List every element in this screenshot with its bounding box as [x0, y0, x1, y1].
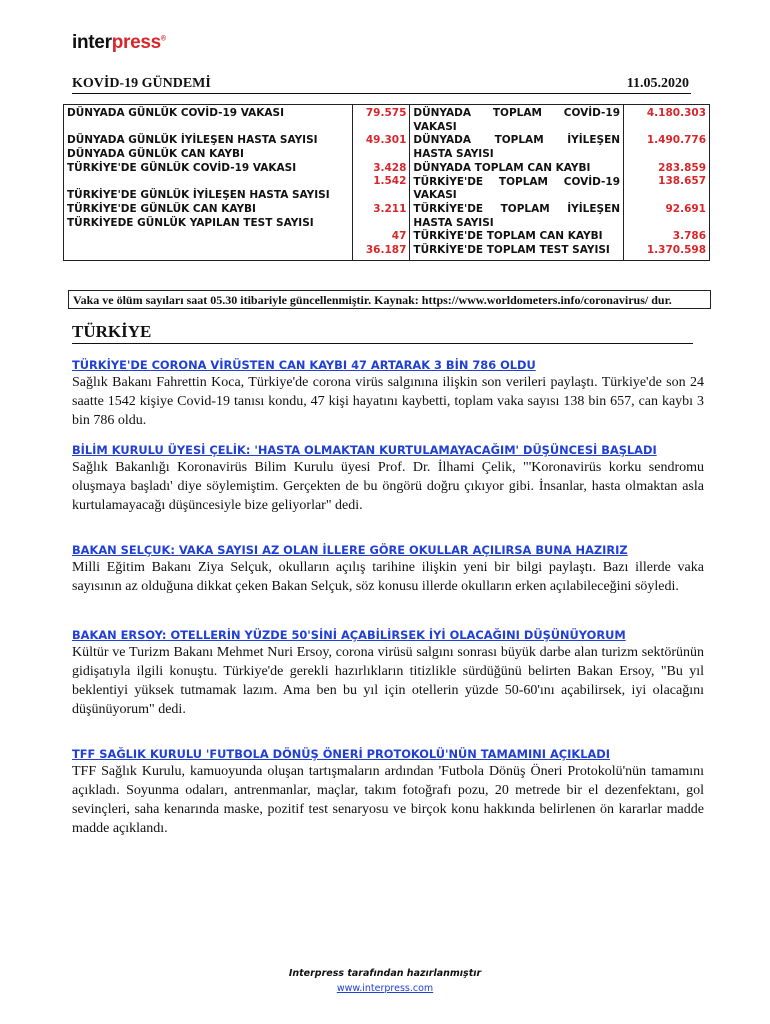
stat-value: 79.575	[365, 107, 407, 119]
stat-label: TÜRKİYE'DE TOPLAM CAN KAYBI	[413, 230, 603, 243]
stat-label: DÜNYADA GÜNLÜK CAN KAYBI	[67, 148, 244, 161]
news-body: Sağlık Bakanlığı Koronavirüs Bilim Kurulu üyesi Prof. Dr. İlhami Çelik, "'Koronavirüs korku sendromu oluşmaya başladı' diye söylemiştim. Gerçekten de bu öngörü doğru çıkıyor gibi. İnsanlar, hasta olmaktan asla kurtulamayacağı düşüncesiyle bize geliyorlar" dedi.	[72, 460, 704, 513]
news-item	[72, 747, 704, 838]
stat-label: DÜNYADA TOPLAM CAN KAYBI	[413, 161, 591, 174]
news-body: Sağlık Bakanı Fahrettin Koca, Türkiye'de corona virüs salgınına ilişkin son verileri paylaştı. Türkiye'de son 24 saatte 1542 kişiye Covid-19 tanısı kondu, 47 kişi hayatını kaybetti, toplam vaka sayısı 138 bin 657, can kaybı 3 bin 786 oldu.	[72, 375, 704, 428]
stat-value: 138.657	[658, 175, 706, 188]
stat-label: DÜNYADA GÜNLÜK COVİD-19 VAKASI	[67, 107, 285, 119]
stat-label: TÜRKİYE'DE TOPLAM COVİD-19 VAKASI	[413, 175, 621, 202]
stat-value: 92.691	[665, 202, 706, 215]
stat-label: TÜRKİYEDE GÜNLÜK YAPILAN TEST SAYISI	[67, 216, 314, 229]
stat-label: TÜRKİYE'DE GÜNLÜK İYİLEŞEN HASTA SAYISI	[67, 189, 330, 202]
stat-value: 49.301	[365, 134, 407, 147]
news-headline-link[interactable]: TÜRKİYE'DE CORONA VİRÜSTEN CAN KAYBI 47 ARTARAK 3 BİN 786 OLDU	[72, 358, 536, 372]
news-body: Kültür ve Turizm Bakanı Mehmet Nuri Ersoy, corona virüsü salgını sonrası büyük darbe alan turizm sektörünün gidişatıyla ilgili konuştu. Türkiye'de gerekli hazırlıkların titizlikle sürdüğünü belirten Bakan Ersoy, "Bu yıl beklentiyi yüksek tutmamak lazım. Ama ben bu yıl için otellerin yüzde 50-60'ını açabilirsek, iyi olacağını düşünüyorum" dedi.	[72, 645, 704, 717]
stat-label: TÜRKİYE'DE TOPLAM İYİLEŞEN HASTA SAYISI	[413, 202, 621, 229]
news-item	[72, 443, 704, 515]
stat-label: TÜRKİYE'DE GÜNLÜK COVİD-19 VAKASI	[67, 161, 297, 174]
statistics-table	[63, 104, 710, 261]
news-headline-link[interactable]: BAKAN ERSOY: OTELLERİN YÜZDE 50'SİNİ AÇABİLİRSEK İYİ OLACAĞINI DÜŞÜNÜYORUM	[72, 628, 626, 642]
news-item	[72, 543, 704, 596]
daily-values-cell	[353, 105, 410, 261]
stat-value: 4.180.303	[646, 107, 706, 119]
stat-value: 47	[391, 230, 407, 243]
stat-label: DÜNYADA GÜNLÜK İYİLEŞEN HASTA SAYISI	[67, 134, 318, 147]
stat-label: TÜRKİYE'DE TOPLAM TEST SAYISI	[413, 244, 610, 257]
footer-website-link[interactable]: www.interpress.com	[336, 983, 434, 994]
stat-value: 3.786	[672, 230, 706, 243]
stat-value: 1.370.598	[646, 243, 706, 256]
news-headline-link[interactable]: TFF SAĞLIK KURULU 'FUTBOLA DÖNÜŞ ÖNERİ PROTOKOLÜ'NÜN TAMAMINI AÇIKLADI	[72, 747, 610, 761]
section-title: TÜRKİYE	[72, 322, 693, 344]
total-labels-cell	[410, 105, 624, 261]
news-headline-link[interactable]: BAKAN SELÇUK: VAKA SAYISI AZ OLAN İLLERE GÖRE OKULLAR AÇILIRSA BUNA HAZIRIZ	[72, 543, 628, 557]
stat-value: 1.542	[373, 175, 407, 188]
logo-registered-mark: ®	[160, 35, 166, 43]
bulletin-title: KOVİD-19 GÜNDEMİ	[72, 76, 211, 91]
stat-label: TÜRKİYE'DE GÜNLÜK CAN KAYBI	[67, 202, 256, 215]
interpress-logo	[72, 32, 166, 54]
news-headline-link[interactable]: BİLİM KURULU ÜYESİ ÇELİK: 'HASTA OLMAKTAN KURTULAMAYACAĞIM' DÜŞÜNCESİ BAŞLADI	[72, 443, 657, 457]
footer-credit: Interpress tarafından hazırlanmıştır	[288, 968, 482, 979]
news-item	[72, 628, 704, 719]
stat-value: 36.187	[365, 243, 407, 256]
stat-value: 3.211	[373, 202, 407, 215]
logo-text-press: press	[111, 32, 161, 53]
news-item	[72, 358, 704, 430]
stat-label: DÜNYADA TOPLAM İYİLEŞEN HASTA SAYISI	[413, 134, 621, 161]
stat-value: 1.490.776	[646, 134, 706, 147]
bulletin-date: 11.05.2020	[626, 76, 689, 91]
table-row	[64, 105, 710, 261]
total-values-cell	[624, 105, 710, 261]
page-footer	[0, 966, 770, 996]
daily-labels-cell	[64, 105, 353, 261]
news-body: TFF Sağlık Kurulu, kamuoyunda oluşan tartışmaların ardından 'Futbola Dönüş Öneri Protokolü'nün tamamını açıkladı. Soyunma odaları, antrenmanlar, maçlar, takım fotoğrafı pozu, 20 metrede bir el dezenfektanı, gol sevinçleri, saha kenarında maske, pozitif test senaryosu ve birçok konu hakkında belirlenen ön kararlar madde madde açıklandı.	[72, 764, 704, 836]
stat-value: 283.859	[658, 161, 706, 174]
stat-value: 3.428	[373, 161, 407, 174]
logo-text-inter: inter	[72, 32, 112, 53]
bulletin-header	[72, 76, 691, 94]
stat-label: DÜNYADA TOPLAM COVİD-19 VAKASI	[413, 107, 621, 133]
news-body: Milli Eğitim Bakanı Ziya Selçuk, okulların açılış tarihine ilişkin yeni bir bilgi paylaştı. Bazı illerde vaka sayısının az olduğuna dikkat çeken Bakan Selçuk, söz konusu illerde okulların erken açılabileceğini söyledi.	[72, 560, 704, 594]
source-note: Vaka ve ölüm sayıları saat 05.30 itibariyle güncellenmiştir. Kaynak: https://www.worldometers.info/coronavirus/ dur.	[68, 290, 711, 309]
